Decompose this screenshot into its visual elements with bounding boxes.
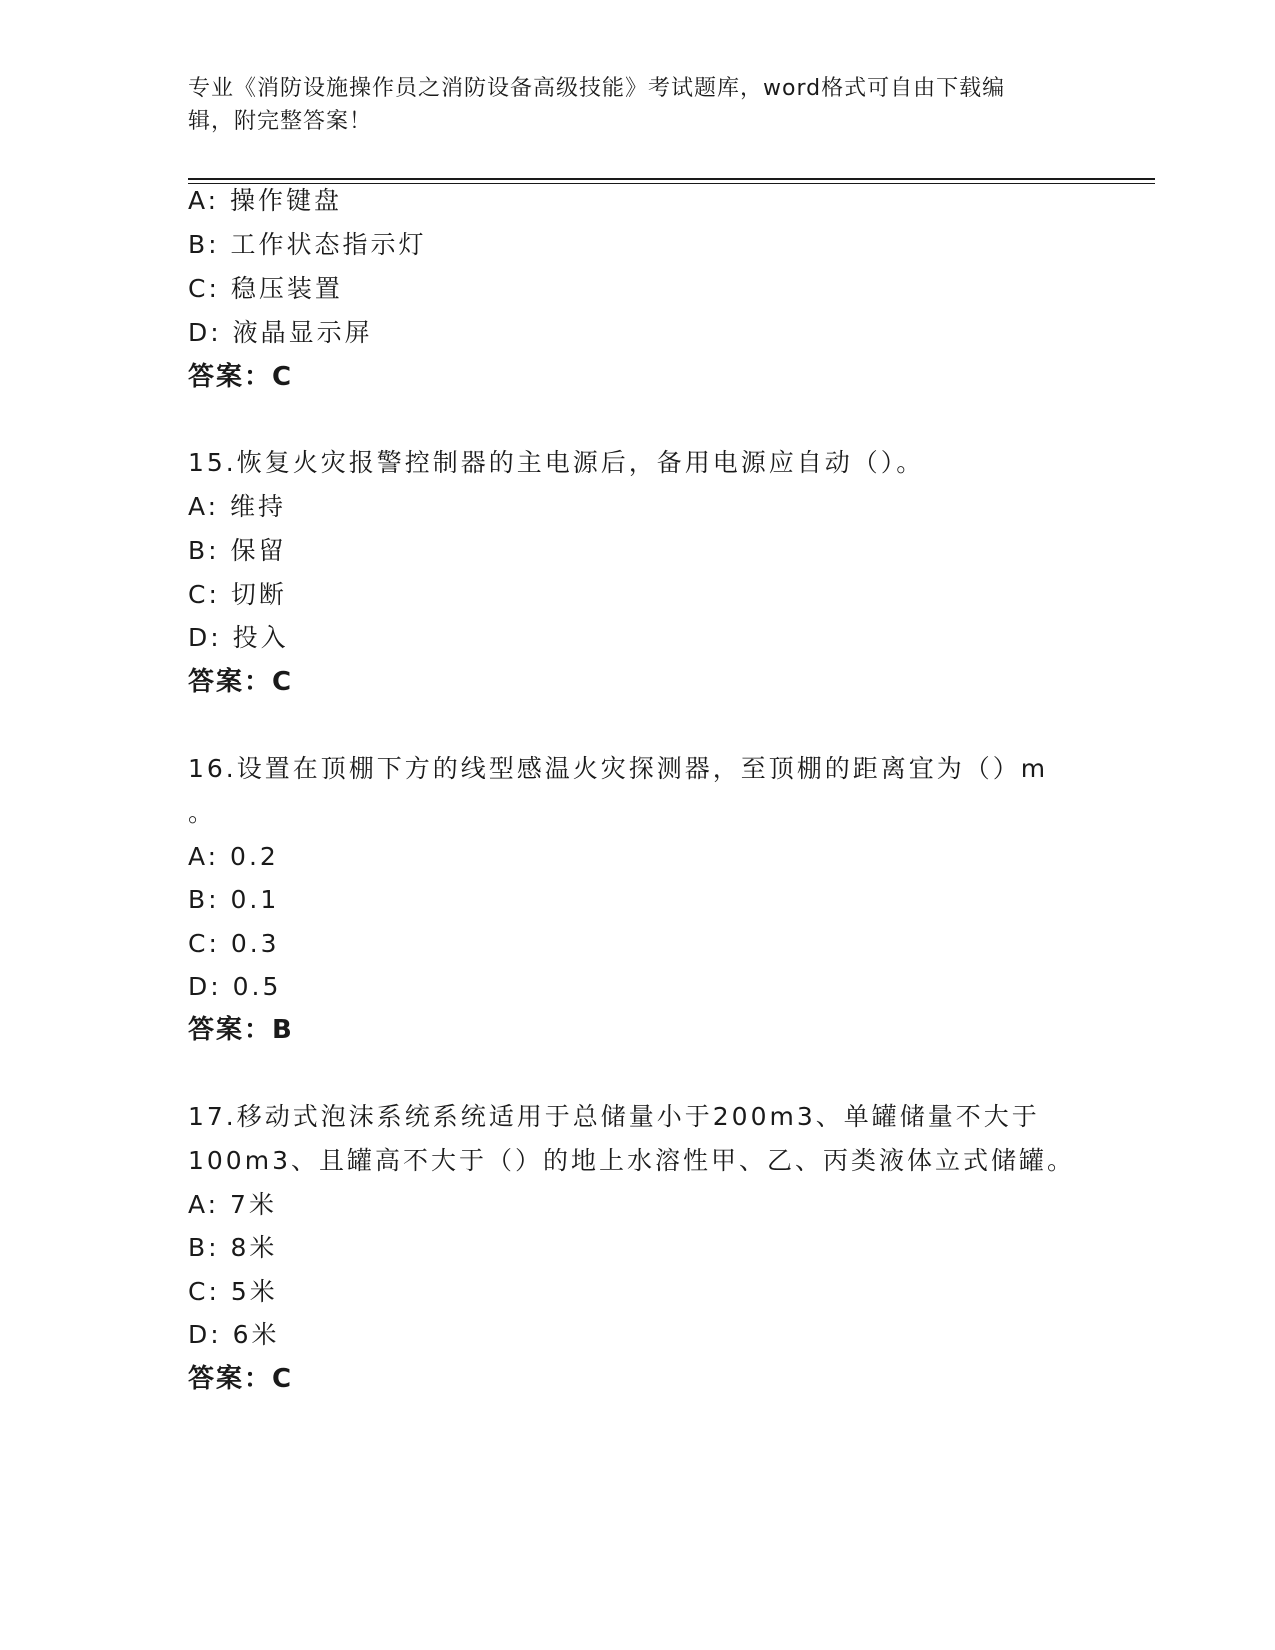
q14-option-d: D: 液晶显示屏 bbox=[188, 318, 373, 347]
q16-option-d: D: 0.5 bbox=[188, 972, 282, 1001]
q17-stem-line-2: 100m3、且罐高不大于（）的地上水溶性甲、乙、丙类液体立式储罐。 bbox=[188, 1146, 1075, 1175]
q17-option-c: C: 5米 bbox=[188, 1277, 278, 1306]
header-divider-thick bbox=[188, 178, 1155, 180]
q15-option-b: B: 保留 bbox=[188, 536, 287, 565]
q16-option-a: A: 0.2 bbox=[188, 842, 279, 871]
q14-option-b: B: 工作状态指示灯 bbox=[188, 230, 427, 259]
q15-option-a: A: 维持 bbox=[188, 492, 287, 521]
q16-option-c: C: 0.3 bbox=[188, 929, 280, 958]
q17-option-a: A: 7米 bbox=[188, 1190, 277, 1219]
q17-stem-line-1: 17.移动式泡沫系统系统适用于总储量小于200m3、单罐储量不大于 bbox=[188, 1102, 1040, 1131]
q14-answer: 答案：C bbox=[188, 362, 294, 392]
q15-stem: 15.恢复火灾报警控制器的主电源后，备用电源应自动（）。 bbox=[188, 448, 925, 477]
header-line-2: 辑，附完整答案！ bbox=[188, 109, 373, 134]
q17-answer: 答案：C bbox=[188, 1364, 294, 1394]
q16-option-b: B: 0.1 bbox=[188, 885, 280, 914]
q15-option-c: C: 切断 bbox=[188, 580, 287, 609]
q14-option-a: A: 操作键盘 bbox=[188, 186, 343, 215]
q16-answer: 答案：B bbox=[188, 1015, 294, 1045]
q15-option-d: D: 投入 bbox=[188, 623, 289, 652]
header-divider-thin bbox=[188, 183, 1155, 184]
q16-stem-line-2: 。 bbox=[188, 798, 217, 827]
q16-stem-line-1: 16.设置在顶棚下方的线型感温火灾探测器，至顶棚的距离宜为（）m bbox=[188, 754, 1049, 783]
header-line-1: 专业《消防设施操作员之消防设备高级技能》考试题库，word格式可自由下载编 bbox=[188, 76, 1006, 101]
q15-answer: 答案：C bbox=[188, 667, 294, 697]
q17-option-d: D: 6米 bbox=[188, 1320, 280, 1349]
document-header bbox=[188, 72, 1078, 138]
q14-option-c: C: 稳压装置 bbox=[188, 274, 343, 303]
q17-option-b: B: 8米 bbox=[188, 1233, 278, 1262]
